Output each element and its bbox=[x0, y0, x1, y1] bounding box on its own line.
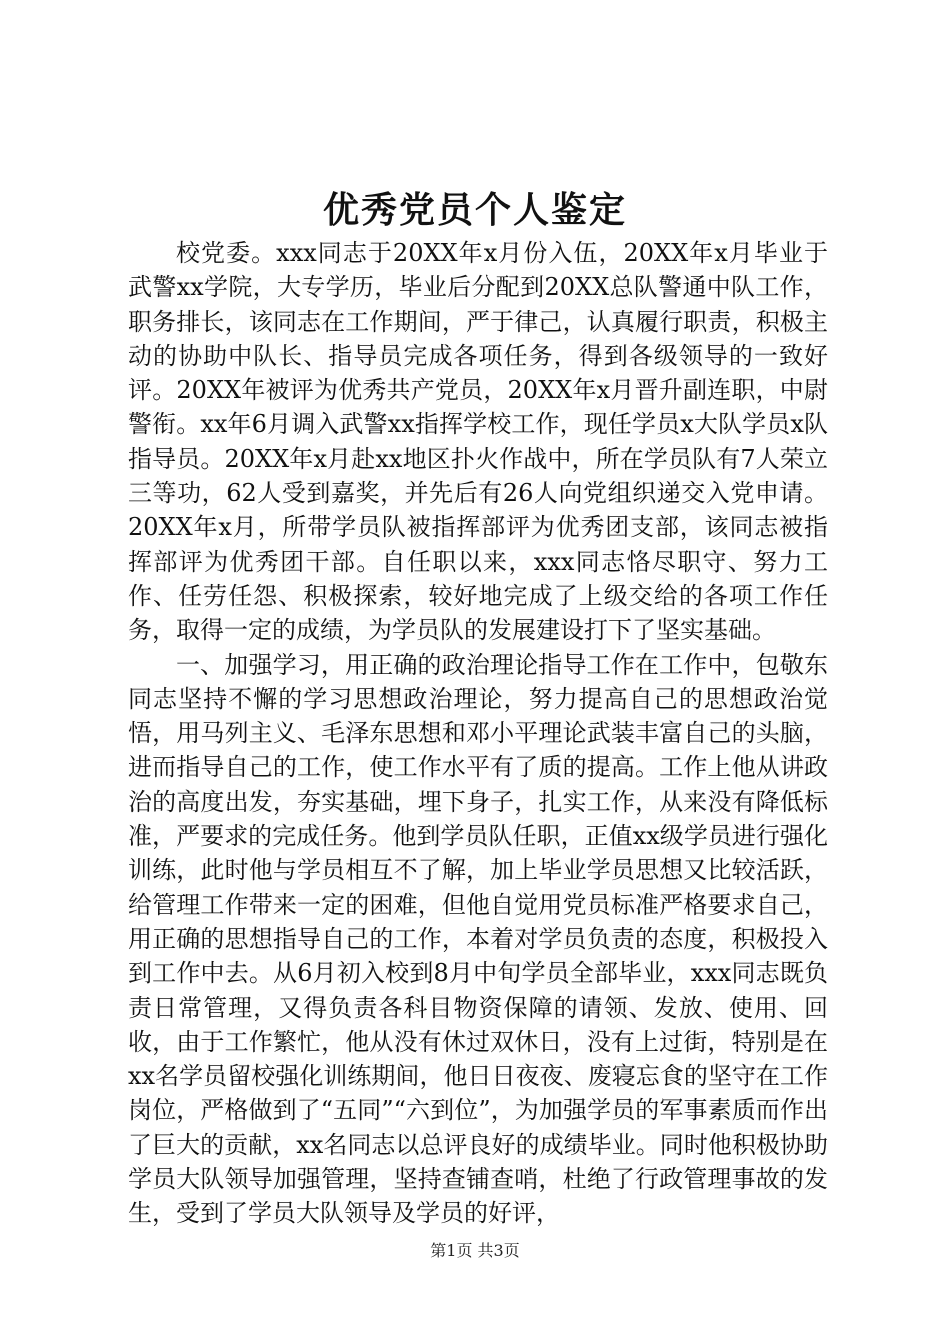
paragraph-intro: 校党委。xxx同志于20XX年x月份入伍，20XX年x月毕业于武警xx学院，大专学历，毕业后分配到20XX总队警通中队工作，职务排长，该同志在工作期间，严于律己，认真履行职责，积极主动的协助中队长、指导员完成各项任务，得到各级领导的一致好评。20XX年被评为优秀共产党员，20XX年x月晋升副连职，中尉警衔。xx年6月调入武警xx指挥学校工作，现任学员x大队学员x队指导员。20XX年x月赴xx地区扑火作战中，所在学员队有7人荣立三等功，62人受到嘉奖，并先后有26人向党组织递交入党申请。20XX年x月，所带学员队被指挥部评为优秀团支部，该同志被指挥部评为优秀团干部。自任职以来，xxx同志恪尽职守、努力工作、任劳任怨、积极探索，较好地完成了上级交给的各项工作任务，取得一定的成绩，为学员队的发展建设打下了坚实基础。 bbox=[128, 239, 828, 645]
document-title: 优秀党员个人鉴定 bbox=[322, 189, 627, 231]
document-body bbox=[128, 236, 828, 1231]
page-number-footer: 第1页 共3页 bbox=[430, 1241, 520, 1260]
paragraph-section-one: 一、加强学习，用正确的政治理论指导工作在工作中，包敬东同志坚持不懈的学习思想政治理论，努力提高自己的思想政治觉悟，用马列主义、毛泽东思想和邓小平理论武装丰富自己的头脑，进而指导自己的工作，使工作水平有了质的提高。工作上他从讲政治的高度出发，夯实基础，埋下身子，扎实工作，从来没有降低标准，严要求的完成任务。他到学员队任职，正值xx级学员进行强化训练，此时他与学员相互不了解，加上毕业学员思想又比较活跃，给管理工作带来一定的困难，但他自觉用党员标准严格要求自己，用正确的思想指导自己的工作，本着对学员负责的态度，积极投入到工作中去。从6月初入校到8月中旬学员全部毕业，xxx同志既负责日常管理，又得负责各科目物资保障的请领、发放、使用、回收，由于工作繁忙，他从没有休过双休日，没有上过街，特别是在xx名学员留校强化训练期间，他日日夜夜、废寝忘食的坚守在工作岗位，严格做到了“五同”“六到位”，为加强学员的军事素质而作出了巨大的贡献，xx名同志以总评良好的成绩毕业。同时他积极协助学员大队领导加强管理，坚持查铺查哨，杜绝了行政管理事故的发生，受到了学员大队领导及学员的好评， bbox=[128, 650, 828, 1228]
